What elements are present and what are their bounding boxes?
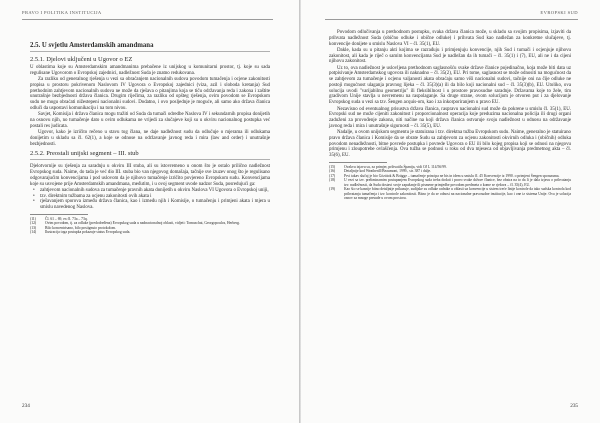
footnote-rule xyxy=(329,162,387,163)
right-text-column xyxy=(329,30,571,201)
footnote-text: Čl. 61 – 69, ex čl. 73a – 73q. xyxy=(45,216,88,221)
footnote xyxy=(329,187,571,201)
list-item: • tzv. direktnim tužbama za ocjenu zakonitosti ovih akata i xyxy=(30,194,270,200)
header-rule-left xyxy=(22,19,273,20)
footnote-text: Bilo koncentrisano, bilo postignuto protokolom. xyxy=(45,225,117,230)
paragraph: Za razliku od generalnog rješenja u vezi sa obraćanjem nacionalnih sudova povodom tumačenja i ocjene zakonitosti propisa u prostoru pokrivenom Naslovom IV Ugovora o Evropskoj zajednici (viza, azil i sloboda kretanja) Sud prethodnim zahtjevom nacionalnih sudova ne može da rješava o pitanjima koja se tiču održavanja reda i zakona i zaštite unutrašnje bezbjednosti država članica. Drugim riječima, za razliku od opšteg rješenja, ovim povodom se Evropskom sudu ne mogu obraćati nižestepeni nacionalni sudovi. Dodatno, i ovo posljednje je moguće, ali samo ako država članica odluči da uspostavi komunikaciju i na tom nivou. xyxy=(30,77,270,111)
footnote-number: (11) xyxy=(30,216,37,221)
page-number-right: 235 xyxy=(570,403,578,409)
footnote-number: (19) xyxy=(329,187,336,192)
paragraph: Nezavisno od eventualnog prisustva država članica, raspravu nacionalni sud može da pokrene u smislu čl. 35(1), EU. Evropski sud ne može cijeniti zakonitost i proporcionalnost operacija koje preduzima nacionalna policija ili drugi organi zaduženi za provođenje zakona, niti načine na koji država članica ostvaruje svoju nadležnost u odnosu na održavanje javnog reda i mira i unutrašnje sigurnosti – čl. 35(5), EU. xyxy=(329,106,571,129)
paragraph: Uz to, ova nadležnost je uslovljena prethodnom saglasnošću svake države članice pojedinačno, koja može biti data uz potpisivanje Amsterdamskog ugovora ili naknadno – čl. 35(2), EU. Pri tome, saglasnost se može odnositi na mogućnost da se zahtjevom za tumačenje i ocjenu valjanosti akata obraćaju samo viši nacionalni sudovi, tačnije oni na čije odluke ne postoji mogućnost ulaganja pravnog lijeka – čl. 35(3)(a) ili da bilo koji nacionalni sud – čl. 35(3)(b), EU. Utoliko, ova solucija uvodi "varijabilnu geometriju" ili fleksibilnost i u prostore pravosudne saradnje. Državama koje to žele, tim gradivom Unije stavlja u nevremenu na raspolaganje. Sa druge strane, ovom solucijom je otvoren put i za djelovanje Evropskog suda u vezi sa tzv. Šengen acquis-om, kao i za inkorporiranjem u pravo EU. xyxy=(329,65,571,106)
footnote-text: Detaljnije kod Weatherill/Beaumont, 1999., str. 387 i dalje. xyxy=(344,169,432,174)
section-title: 2.5. U svjetlu Amsterdamskih amandmana xyxy=(30,42,154,49)
paragraph: U oblastima koje su Amsterdamskim amandmanima prebačene iz unijskog u komunitarni prostor, tj. koje su sada regulisane Ugovorom o Evropskoj zajednici, nadležnost Suda je znatno redukovana. xyxy=(30,65,270,76)
footnote-text: Ilustracija toga postupka pokazuje status Evropskog suda. xyxy=(45,230,131,235)
footnote-number: (15) xyxy=(329,164,336,169)
footnote-number: (17) xyxy=(329,173,336,178)
right-page xyxy=(301,0,600,423)
subsection-title-1: 2.5.1. Djelovi uključeni u Ugovor o EZ xyxy=(30,56,133,63)
paragraph: Ugovor, kako je izričito rečeno u stavu tog člana, ne daje nadležnost sudu da odlučuje o mjerama ili odlukama donijetim u skladu sa čl. 62(1), a koje se odnose na održavanje javnog reda i mira (law and order) i unutrašnje bezbjednosti. xyxy=(30,130,270,147)
footnote-text: U vezi sa tzv. preliminarnim postupanjem Evropskog suda treba dodati i pravo svake države članice, bez obzira na to da li je dala izjavu o prihvatanju tzv. nadležnosti, da Sudu dostavi svoje zapažanje ili pismene primjedbe povodom predmeta o kome se rješava – čl. 35(4), EU. xyxy=(344,178,571,187)
footnote-number: (14) xyxy=(30,230,37,235)
footnote xyxy=(329,178,571,187)
left-page xyxy=(0,0,299,423)
running-head-right: EVROPSKI SUD xyxy=(540,10,578,15)
bullet-list xyxy=(30,188,270,211)
list-item: • zahtjevom nacionalnih sudova za tumačenje pravnih akata donijetih u okviru Naslova VI Ugovora o Evropskoj uniji, xyxy=(30,188,270,194)
footnote-rule xyxy=(30,214,88,215)
footnote-number: (16) xyxy=(329,169,336,174)
list-item: • rješavanjem sporova između država članica, kao i između njih i Komisije, o tumačenju i primjeni akata i mjera u smislu navedenog Naslova. xyxy=(30,199,270,211)
section-title-rule xyxy=(30,51,270,52)
footnote-number: (12) xyxy=(30,221,37,226)
footnote-number: (18) xyxy=(329,178,336,183)
footnote-text: Kao što se kasnije bitno detaljnije prikazuje, sudijske su odluke radnike u oblasti uz konvencije u sistem treće linije kontrole da tako sudska kontrola kod prihvatanja tumačenja i tzv. kontrole zakonitosti. Bitno je da se odnosi na nacionalne pravosudne institucije, kao i one iz sistema Unije. Ova je solucija osnov za mnoge presude u ovom prostoru. xyxy=(344,187,571,201)
paragraph: Nadalje, u ovom unijskom segmentu je statuirana i tzv. direktna tužba Evropskom sudu. Naime, generalno je statuirano pravo država članica i Komisije da se obrate Sudu sa zahtjevom za ocjenu zakonitosti okvirnih odluka i (običnih) odluka povodom nenadležnosti, bitne povrede postupka i povrede Ugovora o EU ili bilo kojeg propisa koji se odnosi na njegovu primjenu i zloupotrebe ovlašćenja. Ova tužba se podnosi u roku od dva mjeseca od objavljivanja predmetnog akta – čl. 35(6), EU. xyxy=(329,130,571,159)
page-number-left: 234 xyxy=(22,403,30,409)
subsection-title-rule xyxy=(30,159,270,160)
paragraph: Savjet, Komisija i država članica mogu tražiti od Suda da tumači odredbe Naslova IV i sekundarnih propisa donijetih na osnovu njih, no tumačenje dato u ovim odlukama ne vrijedi za slučajeve koji su u okviru nacionalnog postupka već postali res judicata. xyxy=(30,112,270,129)
footnote-text: Ovim povodom, tj. za odluke (predodređena) Evropskog suda u nadnacionalnoj oblasti, vidjeti: Tomuschat, Georgopoulos, Herberg. xyxy=(45,221,240,226)
left-text-column xyxy=(30,42,270,235)
paragraph: Djelotvornije su rješenja za saradnju u okviru III stuba, ali su istovremeno u onom što je ostalo prilično nadležnost Evropskog suda. Naime, do tada je već dio III. stuba bio van njegovog domašaja, tačnije sve izuzev onog što je regulisano odgovarajućim konvencijama i pod uslovom da je njihovo tumačenje izričito povjereno Evropskom sudu. Konvencijama koje su usvojene prije Amsterdamskih amandmana, međutim, i u ovoj segment uvode nadzor Suda, posredujući ga: xyxy=(30,164,270,187)
paragraph: Dakle, kada su u pitanju akti kojima se razrađuju i primjenjuju konvencije, njih Sud i tumači i ocjenjuje njihovu zakonitost, ali kada je riječ o samim konvencijama Sud je nadležan da ih tumači – čl. 35(1) i (7), EU, ali ne i da cijeni njihovu zakonitost. xyxy=(329,47,571,65)
running-head-left: PRAVO I POLITIKA INSTITUCIJA xyxy=(22,10,102,15)
footnote-text: Ovakvu izjavu su, za primjer, prihvatila Španija, vidi OJ L 114/56/99. xyxy=(344,164,447,169)
footnote xyxy=(30,230,270,235)
subsection-title-2: 2.5.2. Preostali unijski segment – III. stub xyxy=(30,150,139,158)
header-rule-right xyxy=(325,19,578,20)
paragraph: Povodom odlučivanja u prethodnom postupku, svaka država članica može, u skladu sa svojim propisima, izjaviti da prihvata nadležnost Suda (obično odluke i obične odluke) i prihvata Sud kao nadležan za konkretne slučajeve, tj. konvencije donijete u smislu Naslova VI – čl. 35(1), EU. xyxy=(329,30,571,47)
footnote-text: Prvi takav slučaj je bio Gözütok & Brügge – tumačenje principa ne bis in idem u smislu čl. 45 Konvencije iz 1990. o primjeni Šengen sporazuma. xyxy=(344,173,560,178)
footnote-number: (13) xyxy=(30,225,37,230)
